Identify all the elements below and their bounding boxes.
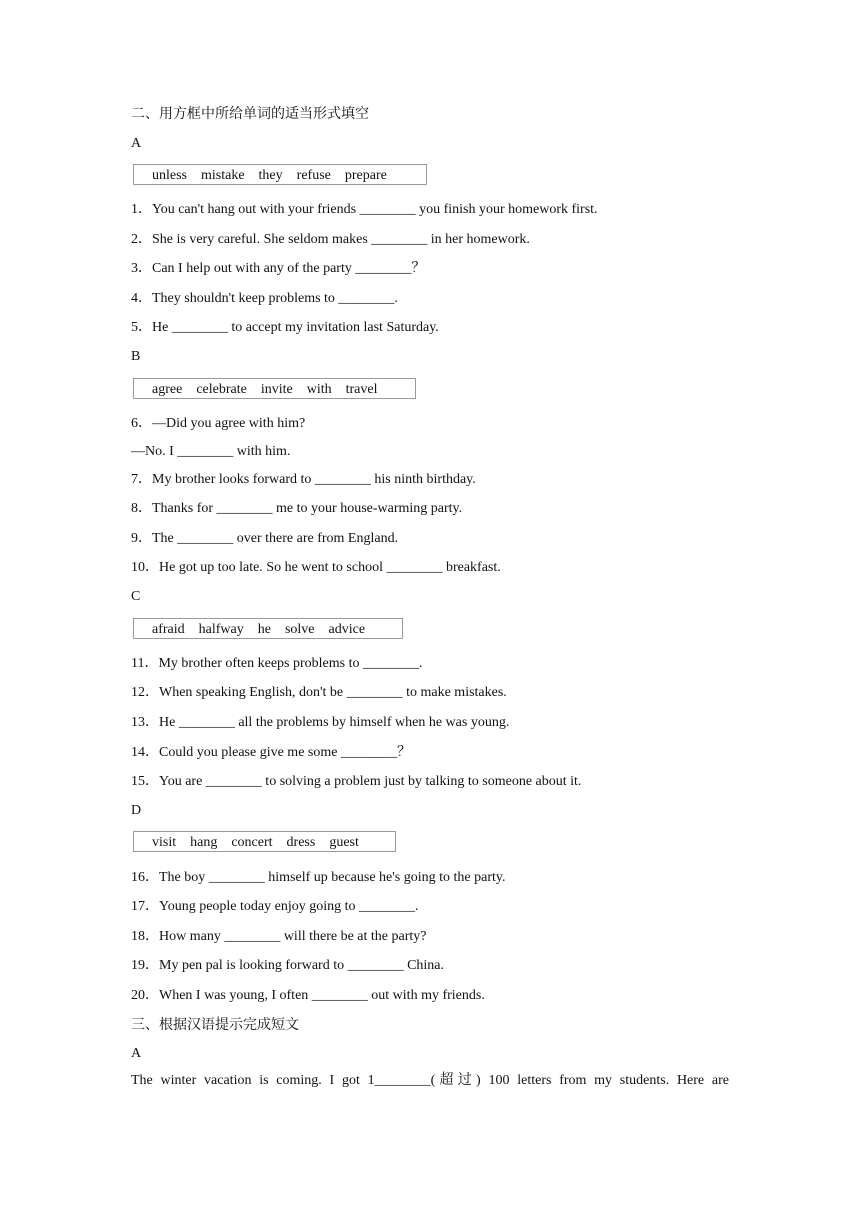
word: afraid bbox=[152, 622, 185, 637]
word: refuse bbox=[296, 168, 331, 183]
word: prepare bbox=[344, 168, 387, 183]
section3-title: 三、根据汉语提示完成短文 bbox=[131, 1017, 299, 1033]
question-8: 8．Thanks for ________ me to your house-warming party. bbox=[131, 501, 463, 516]
question-12: 12．When speaking English, don't be ________ to make mistakes. bbox=[131, 685, 507, 700]
question-14: 14．Could you please give me some ________？ bbox=[131, 745, 411, 760]
group-c-label: C bbox=[131, 589, 141, 604]
section2-title: 二、用方框中所给单词的适当形式填空 bbox=[131, 106, 369, 122]
word: agree bbox=[152, 382, 183, 397]
question-17: 17．Young people today enjoy going to ________. bbox=[131, 899, 419, 914]
word: halfway bbox=[198, 622, 244, 637]
question-3: 3．Can I help out with any of the party ________？ bbox=[131, 261, 426, 276]
word: dress bbox=[286, 835, 316, 850]
group-d-word-box bbox=[133, 831, 396, 852]
word: advice bbox=[328, 622, 366, 637]
word: hang bbox=[190, 835, 218, 850]
question-18: 18．How many ________ will there be at the party? bbox=[131, 929, 427, 944]
word: guest bbox=[329, 835, 359, 850]
question-5: 5．He ________ to accept my invitation last Saturday. bbox=[131, 320, 439, 335]
group-b-label: B bbox=[131, 349, 141, 364]
word: solve bbox=[284, 622, 315, 637]
question-2: 2．She is very careful. She seldom makes ________ in her homework. bbox=[131, 232, 530, 247]
question-11: 11．My brother often keeps problems to ________. bbox=[131, 656, 423, 671]
word: mistake bbox=[201, 168, 245, 183]
word: travel bbox=[345, 382, 378, 397]
question-19: 19．My pen pal is looking forward to ________ China. bbox=[131, 958, 445, 973]
group-a-word-box bbox=[133, 164, 427, 185]
group-b-word-box bbox=[133, 378, 416, 399]
question-20: 20．When I was young, I often ________ out with my friends. bbox=[131, 988, 485, 1003]
group-c-word-box bbox=[133, 618, 403, 639]
word: they bbox=[258, 168, 283, 183]
word: with bbox=[306, 382, 332, 397]
word: invite bbox=[260, 382, 293, 397]
question-6: 6．—Did you agree with him? bbox=[131, 416, 306, 431]
question-4: 4．They shouldn't keep problems to ________. bbox=[131, 291, 398, 306]
group-a-label: A bbox=[131, 136, 142, 151]
question-15: 15．You are ________ to solving a problem just by talking to someone about it. bbox=[131, 774, 582, 789]
group-d-label: D bbox=[131, 803, 142, 818]
question-13: 13．He ________ all the problems by himself when he was young. bbox=[131, 715, 510, 730]
question-9: 9．The ________ over there are from England. bbox=[131, 531, 399, 546]
question-10: 10．He got up too late. So he went to school ________ breakfast. bbox=[131, 560, 501, 575]
section3-label: A bbox=[131, 1046, 142, 1061]
question-6-answer: —No. I ________ with him. bbox=[131, 444, 291, 459]
word: visit bbox=[152, 835, 177, 850]
question-7: 7．My brother looks forward to ________ his ninth birthday. bbox=[131, 472, 476, 487]
section3-paragraph: The winter vacation is coming. I got 1________(超过) 100 letters from my students. Here are bbox=[131, 1073, 729, 1088]
word: he bbox=[257, 622, 271, 637]
word: unless bbox=[152, 168, 187, 183]
question-16: 16．The boy ________ himself up because he's going to the party. bbox=[131, 870, 506, 885]
word: concert bbox=[231, 835, 273, 850]
word: celebrate bbox=[196, 382, 247, 397]
question-1: 1．You can't hang out with your friends ________ you finish your homework first. bbox=[131, 202, 598, 217]
